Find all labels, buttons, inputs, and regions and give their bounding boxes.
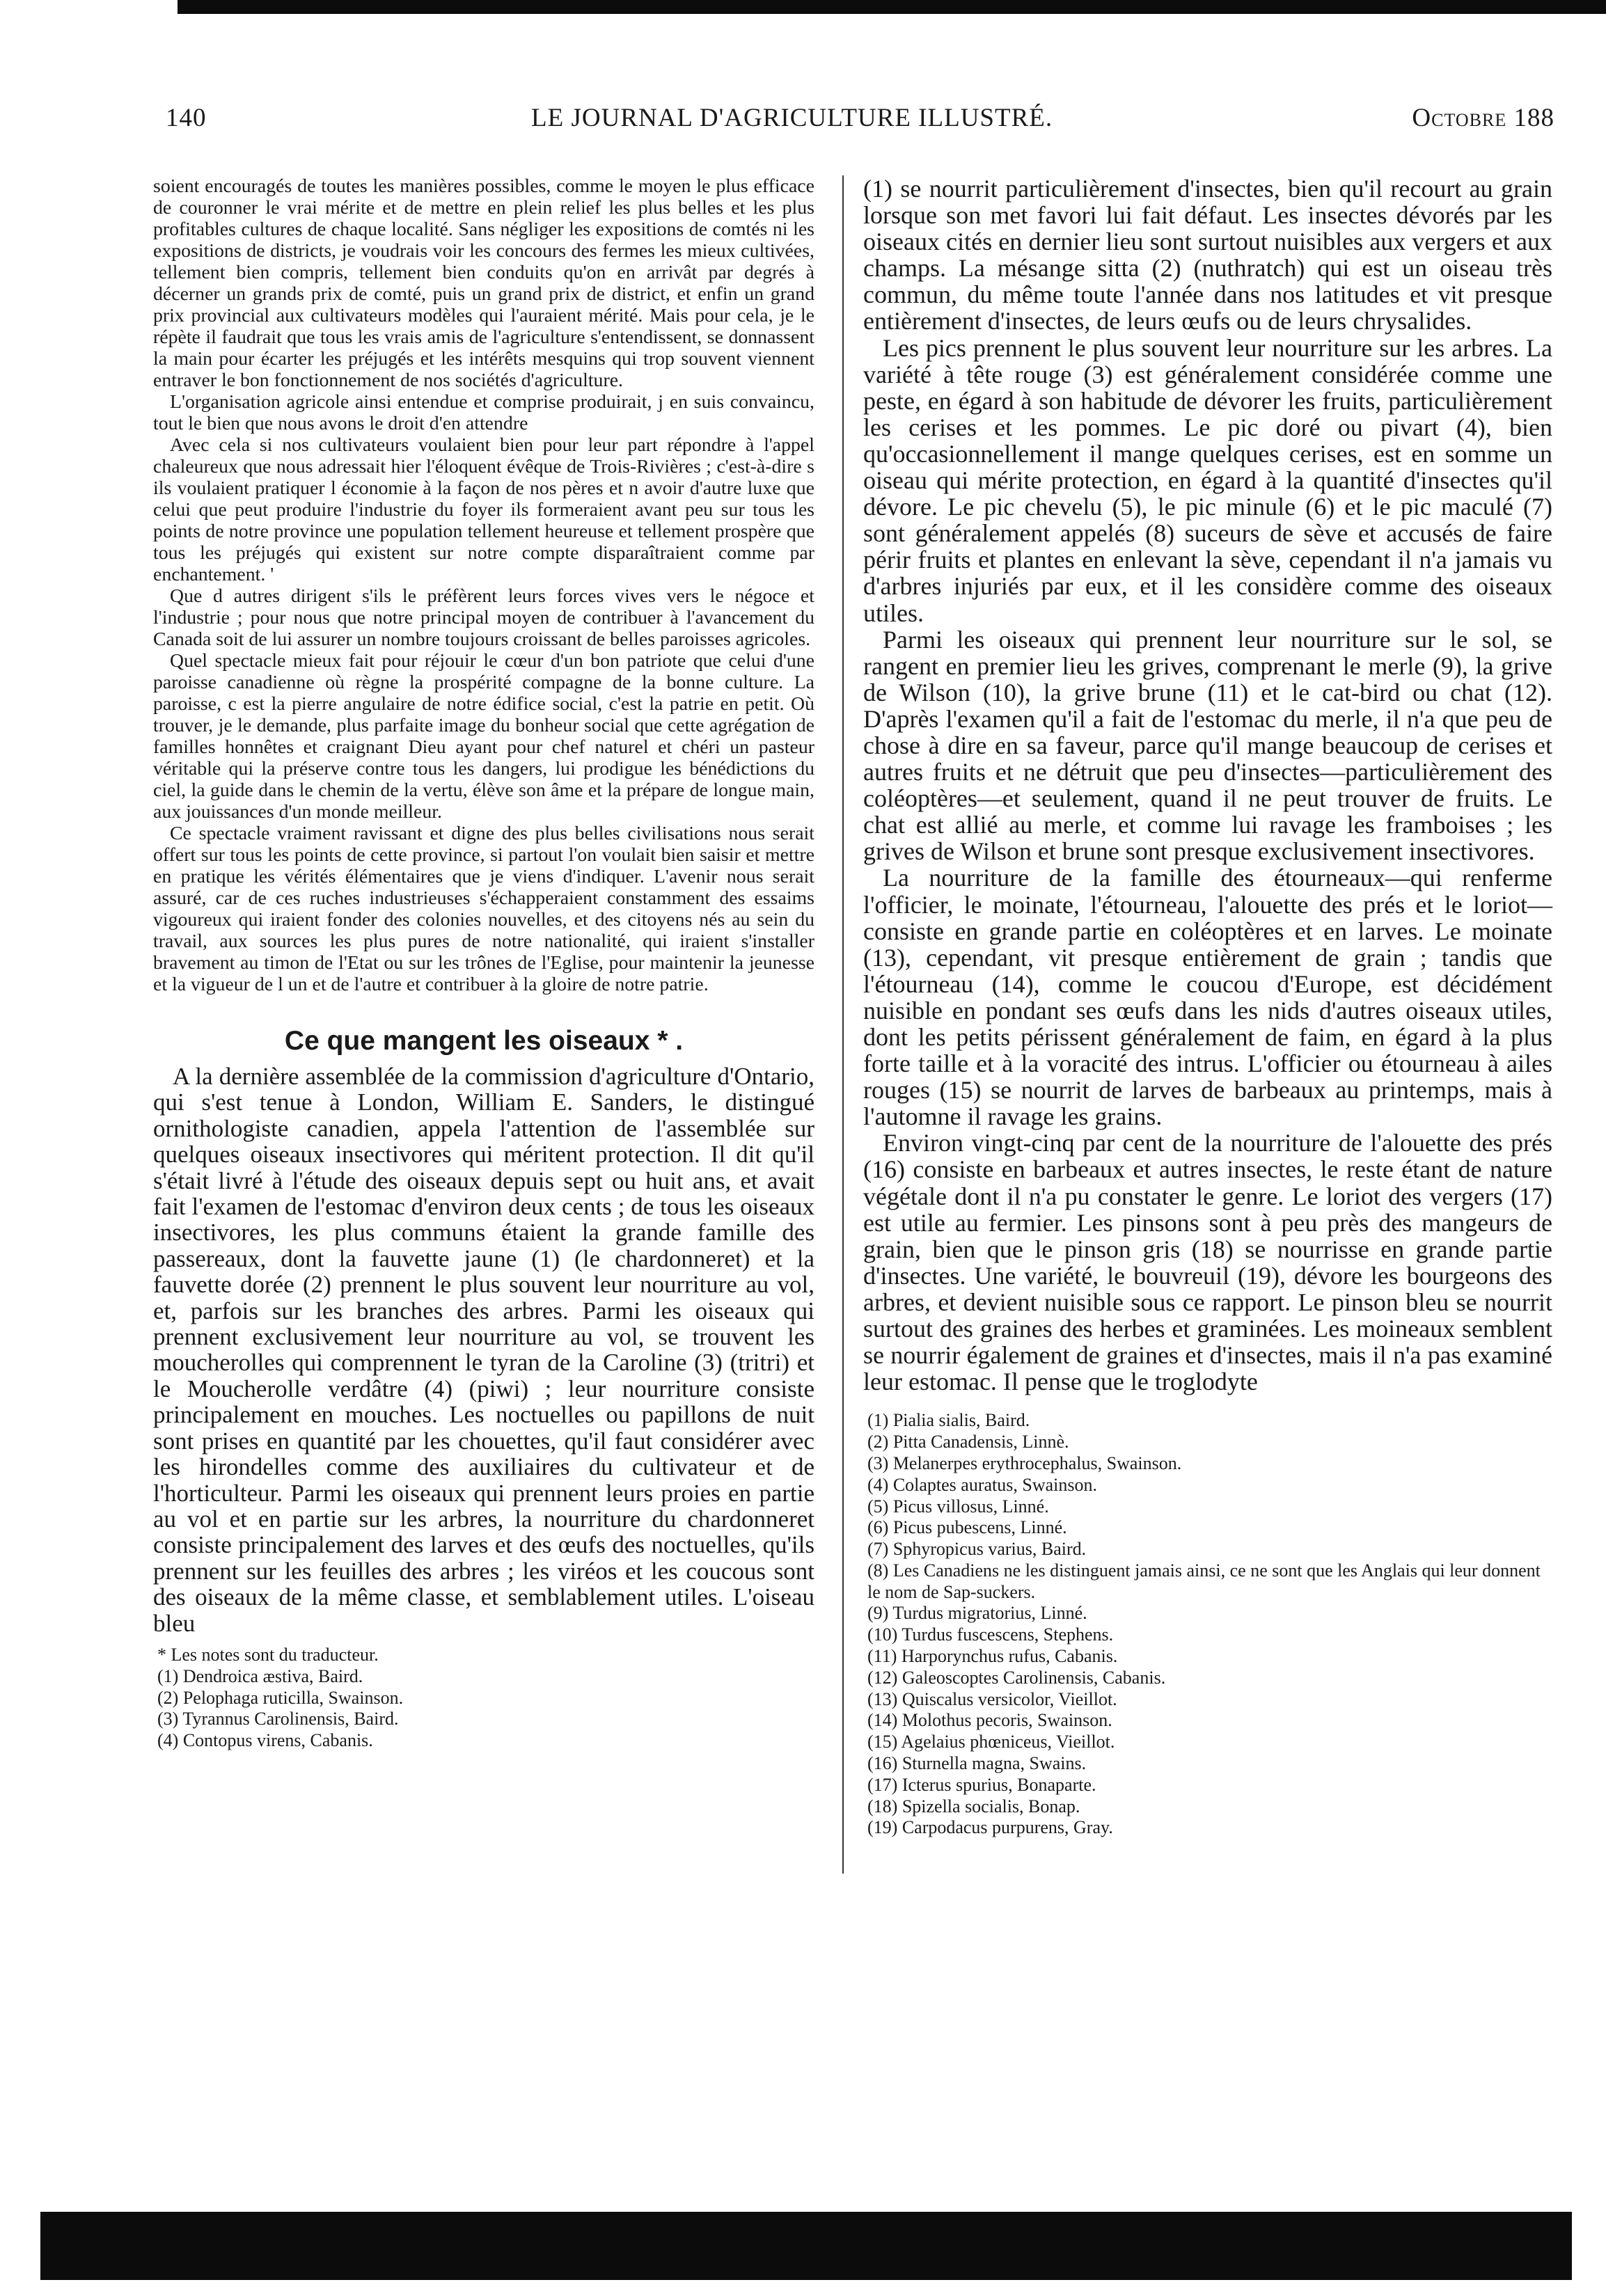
paragraph: Que d autres dirigent s'ils le préfèrent leurs forces vives vers le négoce et l'industrie ; pour nous que notre principal moyen de contribuer à l'avancement du Canada soit de lui assurer un nombre toujours croissant de belles paroisses agricoles. bbox=[153, 585, 814, 650]
footnote: (8) Les Canadiens ne les distinguent jamais ainsi, ce ne sont que les Anglais qui leur donnent le nom de Sap-suckers. bbox=[867, 1560, 1541, 1602]
article-paragraph: A la dernière assemblée de la commission d'agriculture d'Ontario, qui s'est tenue à London, William E. Sanders, le distingué ornithologiste canadien, appela l'attention de l'assemblée sur quelques oiseaux insectivores qui méritent protection. Il dit qu'il s'était livré à l'étude des oiseaux depuis sept ou huit ans, et avait fait l'examen de l'estomac d'environ deux cents ; de tous les oiseaux insectivores, les plus communs étaient la grande famille des passereaux, dont la fauvette jaune (1) (le chardonneret) et la fauvette dorée (2) prennent le plus souvent leur nourriture au vol, et, parfois sur les branches des arbres. Parmi les oiseaux qui prennent exclusivement leur nourriture au vol, se trouvent les moucherolles qui comprennent le tyran de la Caroline (3) (tritri) et le Moucherolle verdâtre (4) (piwi) ; leur nourriture consiste principalement en mouches. Les noctuelles ou papillons de nuit sont prises en quantité par les chouettes, qu'il faut considérer avec les hirondelles comme des auxiliaires du cultivateur et de l'horticulteur. Parmi les oiseaux qui prennent leurs proies en partie au vol et en partie sur les arbres, la nourriture du chardonneret consiste principalement des larves et des œufs des noctuelles, qu'ils prennent sur les feuilles des arbres ; les viréos et les coucous sont des oiseaux de la même classe, et semblablement utiles. L'oiseau bleu bbox=[153, 1063, 814, 1637]
page-number: 140 bbox=[166, 104, 207, 132]
footnote: (5) Picus villosus, Linné. bbox=[867, 1496, 1049, 1517]
paragraph: Parmi les oiseaux qui prennent leur nourriture sur le sol, se rangent en premier lieu les grives, comprenant le merle (9), la grive de Wilson (10), la grive brune (11) et le cat-bird ou chat (12). D'après l'examen qu'il a fait de l'estomac du merle, il n'a que peu de chose à dire en sa faveur, parce qu'il mange beaucoup de cerises et autres fruits et ne détruit que peu d'insectes—particulièrement des coléoptères—et seulement, quand il ne peut trouver de fruits. Le chat est allié au merle, et comme lui ravage les framboises ; les grives de Wilson et brune sont presque exclusivement insectivores. bbox=[863, 625, 1552, 866]
footnote: (2) Pitta Canadensis, Linnè. bbox=[867, 1432, 1069, 1452]
paragraph: Environ vingt-cinq par cent de la nourriture de l'alouette des prés (16) consiste en barbeaux et autres insectes, le reste étant de nature végétale dont il n'a pu constater le genre. Le loriot des vergers (17) est utile au fermier. Les pinsons sont à peu près des mangeurs de grain, bien que le pinson gris (18) se nourrisse en grande partie d'insectes. Une variété, le bouvreuil (19), dévore les bourgeons des arbres, et devient nuisible sous ce rapport. Le pinson bleu se nourrit surtout des graines des herbes et graminées. Les moineaux semblent se nourrir également de graines et d'insectes, mais il n'a pas examiné leur estomac. Il pense que le troglodyte bbox=[863, 1129, 1552, 1396]
footnote: (11) Harporynchus rufus, Cabanis. bbox=[867, 1646, 1118, 1667]
footnote: (13) Quiscalus versicolor, Vieillot. bbox=[867, 1688, 1117, 1709]
footnote: (9) Turdus migratorius, Linné. bbox=[867, 1603, 1087, 1624]
footnote: (14) Molothus pecoris, Swainson. bbox=[867, 1710, 1112, 1731]
footnote: (3) Tyrannus Carolinensis, Baird. bbox=[157, 1709, 399, 1729]
paragraph: soient encouragés de toutes les manières possibles, comme le moyen le plus efficace de couronner le vrai mérite et de mettre en plein relief les plus belles et les plus profitables cultures de chaque localité. Sans négliger les expositions de comtés ni les expositions de districts, je voudrais voir les concours des fermes les mieux cultivées, tellement bien compris, tellement bien conduits qu'on en arrivât par degrés à décerner un grands prix de comté, puis un grand prix de district, et enfin un grand prix provincial aux cultivateurs modèles qui l'auraient mérité. Mais pour cela, je le répète il faudrait que tous les vrais amis de l'agriculture s'entendissent, se donnassent la main pour écarter les préjugés et les intérêts mesquins qui trop souvent viennent entraver le bon fonctionnement de nos sociétés d'agriculture. bbox=[153, 175, 814, 391]
journal-title: LE JOURNAL D'AGRICULTURE ILLUSTRÉ. bbox=[531, 104, 1053, 132]
footnote: (1) Pialia sialis, Baird. bbox=[867, 1410, 1030, 1431]
footnotes-left bbox=[153, 1645, 814, 1752]
footnote: (3) Melanerpes erythrocephalus, Swainson. bbox=[867, 1452, 1182, 1473]
footnote: (4) Colaptes auratus, Swainson. bbox=[867, 1474, 1098, 1495]
bottom-edge-bar bbox=[40, 2212, 1572, 2280]
footnote: (10) Turdus fuscescens, Stephens. bbox=[867, 1624, 1114, 1645]
footnote: * Les notes sont du traducteur. bbox=[157, 1644, 379, 1665]
paragraph: (1) se nourrit particulièrement d'insectes, bien qu'il recourt au grain lorsque son met favori lui fait défaut. Les insectes dévorés par les oiseaux cités en dernier lieu sont surtout nuisibles aux vergers et aux champs. La mésange sitta (2) (nuthratch) qui est un oiseau très commun, du même toute l'année dans nos latitudes et vit presque entièrement d'insectes, de leurs œufs ou de leurs chrysalides. bbox=[863, 175, 1552, 335]
footnote: (19) Carpodacus purpurens, Gray. bbox=[867, 1817, 1113, 1838]
footnote: (18) Spizella socialis, Bonap. bbox=[867, 1796, 1080, 1816]
footnote: (2) Pelophaga ruticilla, Swainson. bbox=[157, 1687, 404, 1708]
top-edge-bar bbox=[178, 0, 1606, 14]
paragraph: Quel spectacle mieux fait pour réjouir le cœur d'un bon patriote que celui d'une paroisse canadienne où règne la prospérité compagne de la bonne culture. La paroisse, c est la pierre angulaire de notre édifice social, c'est la patrie en petit. Où trouver, je le demande, plus parfaite image du bonheur social que cette agrégation de familles honnêtes et craignant Dieu ayant pour chef naturel et chéri un pasteur véritable qui la préserve contre tous les dangers, lui prodigue les bénédictions du ciel, la guide dans le chemin de la vertu, élève son âme et la prépare de longue main, aux jouissances d'un monde meilleur. bbox=[153, 650, 814, 823]
paragraph: Ce spectacle vraiment ravissant et digne des plus belles civilisations nous serait offert sur tous les points de cette province, si partout l'on voulait bien saisir et mettre en pratique les vérités élémentaires que je viens d'indiquer. L'avenir nous serait assuré, car de ces ruches industrieuses s'échapperaient constamment des essaims vigoureux qui iraient fonder des colonies nouvelles, et des citoyens nés au sein du travail, aux sources les plus pures de notre nationalité, qui iraient s'installer bravement au timon de l'Etat ou sur les trônes de l'Eglise, pour maintenir la jeunesse et la vigueur de l un et de l'autre et contribuer à la gloire de notre patrie. bbox=[153, 823, 814, 995]
footnote: (1) Dendroica æstiva, Baird. bbox=[157, 1665, 363, 1686]
paragraph: Avec cela si nos cultivateurs voulaient bien pour leur part répondre à l'appel chaleureux que nous adressait hier l'éloquent évêque de Trois-Rivières ; c'est-à-dire s ils voulaient pratiquer l économie à la façon de nos pères et n avoir d'autre luxe que celui que peut produire l'industrie du foyer ils formeraient avant peu sur tous les points de notre province une population tellement heureuse et tellement prospère que tous les préjugés qui existent sur notre compte disparaîtraient comme par enchantement. ' bbox=[153, 434, 814, 585]
issue-date: Octobre 188 bbox=[1412, 104, 1554, 132]
section-title: Ce que mangent les oiseaux * . bbox=[284, 1026, 684, 1056]
footnote: (15) Agelaius phœniceus, Vieillot. bbox=[867, 1732, 1115, 1752]
paragraph: Les pics prennent le plus souvent leur nourriture sur les arbres. La variété à tête rouge (3) est généralement considérée comme une peste, en égard à son habitude de dévorer les fruits, particulièrement les cerises et les pommes. Le pic doré ou pivart (4), bien qu'occasionnellement il mange quelques cerises, est en somme un oiseau qui mérite protection, en égard à la quantité d'insectes qu'il dévore. Le pic chevelu (5), le pic minule (6) et le pic maculé (7) sont généralement appelés (8) suceurs de sève et accusés de faire périr fruits et plantes en enlevant la sève, cependant il n'a jamais vu d'arbres injuriés par eux, et il les considère comme des oiseaux utiles. bbox=[863, 333, 1552, 627]
footnote: (12) Galeoscoptes Carolinensis, Cabanis. bbox=[867, 1667, 1166, 1688]
footnote: (6) Picus pubescens, Linné. bbox=[867, 1517, 1067, 1538]
footnotes-right bbox=[863, 1410, 1552, 1839]
right-column bbox=[863, 175, 1552, 1839]
column-divider bbox=[842, 175, 844, 1874]
paragraph: La nourriture de la famille des étourneaux—qui renferme l'officier, le moinate, l'étourneau, l'alouette des prés et le loriot—consiste en grande partie en coléoptères et en larves. Le moinate (13), cependant, vit presque entièrement de grain ; tandis que l'étourneau (14), comme le coucou d'Europe, est décidément nuisible en pondant ses œufs dans les nids d'autres oiseaux utiles, dont les petits périssent généralement de faim, en égard à la plus forte taille et à la voracité des intrus. L'officier ou étourneau à ailes rouges (15) se nourrit de larves de barbeaux au printemps, mais à l'automne il ravage les grains. bbox=[863, 864, 1552, 1131]
paragraph: L'organisation agricole ainsi entendue et comprise produirait, j en suis convaincu, tout le bien que nous avons le droit d'en attendre bbox=[153, 391, 814, 434]
footnote: (16) Sturnella magna, Swains. bbox=[867, 1753, 1087, 1774]
footnote: (4) Contopus virens, Cabanis. bbox=[157, 1730, 373, 1751]
page-header bbox=[166, 103, 1554, 145]
left-column bbox=[153, 175, 814, 1752]
footnote: (7) Sphyropicus varius, Baird. bbox=[867, 1539, 1087, 1560]
footnote: (17) Icterus spurius, Bonaparte. bbox=[867, 1774, 1096, 1795]
